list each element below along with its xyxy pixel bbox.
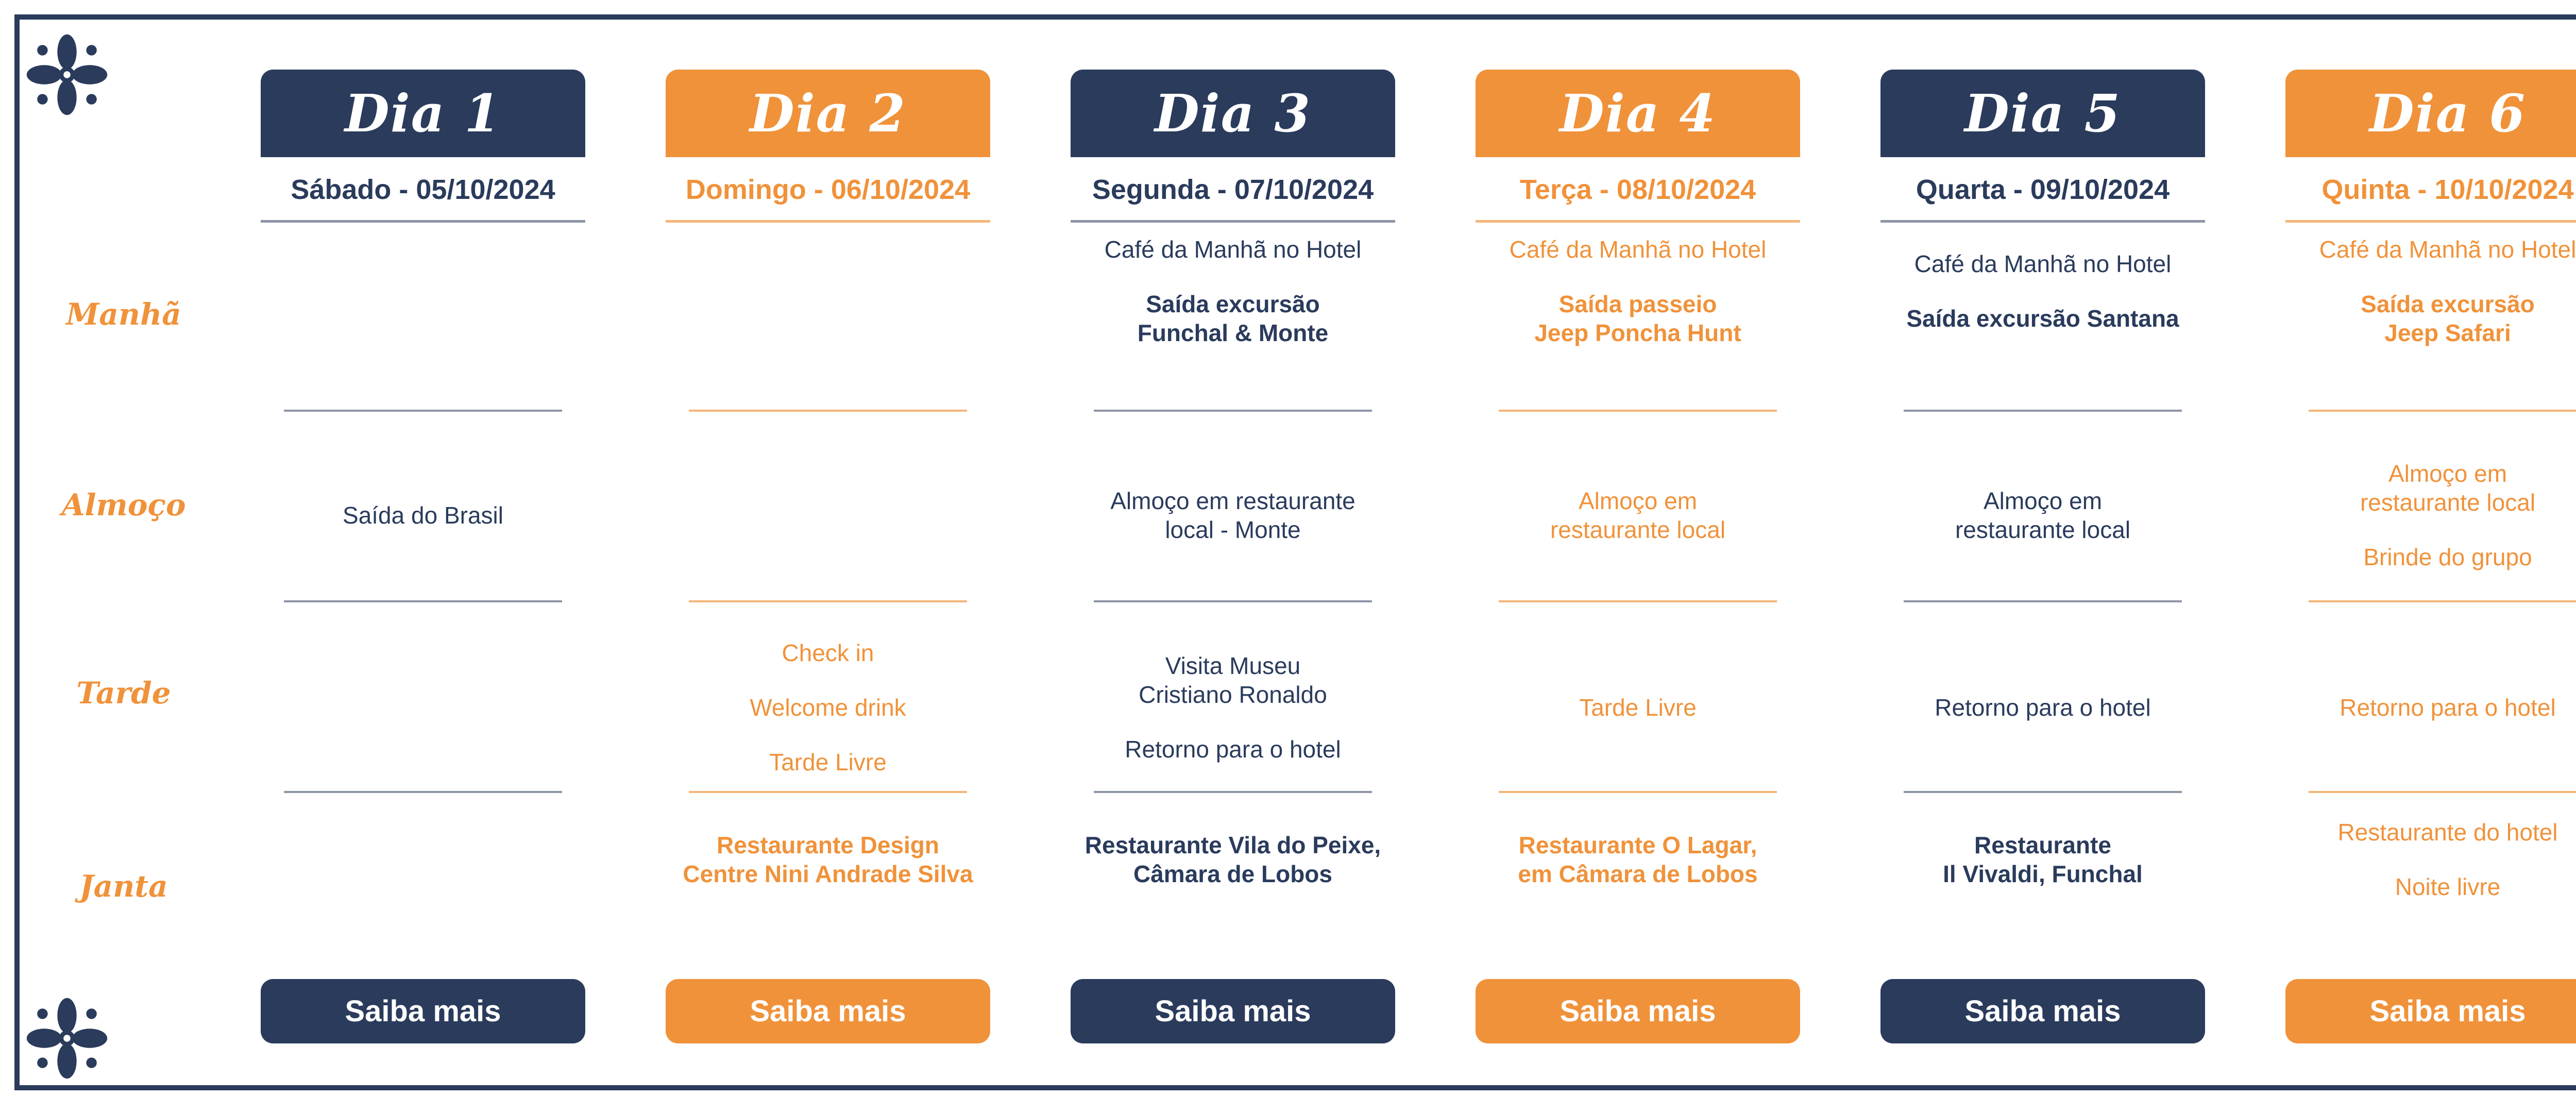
day-column-2 <box>666 70 990 1049</box>
cell-tarde <box>2285 613 2576 801</box>
activity-text: Tarde Livre <box>1579 694 1697 721</box>
cell-janta <box>261 804 585 915</box>
day-title: Dia 6 <box>2285 70 2576 157</box>
cell-janta <box>1476 804 1800 915</box>
cell-almoco <box>1071 423 1395 608</box>
activity-text: Almoço em restaurante local <box>1955 487 2131 543</box>
activity-text: Almoço em restaurante local <box>2360 460 2536 516</box>
day-title: Dia 2 <box>666 70 990 157</box>
activity-text: Saída excursão Funchal & Monte <box>1137 291 1329 346</box>
day-column-1 <box>261 70 585 1049</box>
cell-janta <box>1880 804 2205 915</box>
row-label-tarde: Tarde <box>76 676 171 711</box>
day-title: Dia 3 <box>1071 70 1395 157</box>
day-date: Segunda - 07/10/2024 <box>1092 174 1374 205</box>
activity-text: Restaurante O Lagar, em Câmara de Lobos <box>1518 831 1758 887</box>
cell-tarde <box>1476 613 1800 801</box>
activity-text: Saída excursão Santana <box>1906 305 2179 332</box>
cell-almoco <box>1880 423 2205 608</box>
cell-tarde <box>1071 613 1395 801</box>
activity-text: Café da Manhã no Hotel <box>1104 236 1362 263</box>
flower-ornament-icon <box>23 31 111 119</box>
cell-janta <box>666 804 990 915</box>
cell-manha <box>2285 165 2576 417</box>
row-label-manha: Manhã <box>66 297 181 332</box>
day-date: Terça - 08/10/2024 <box>1519 174 1756 205</box>
cell-janta <box>1071 804 1395 915</box>
activity-text: Restaurante do hotel <box>2337 818 2558 846</box>
activity-text: Visita Museu Cristiano Ronaldo <box>1139 652 1327 708</box>
cell-manha <box>261 165 585 417</box>
saiba-mais-button[interactable]: Saiba mais <box>1476 979 1800 1043</box>
cell-manha <box>1476 165 1800 417</box>
saiba-mais-button[interactable]: Saiba mais <box>666 979 990 1043</box>
saiba-mais-button[interactable]: Saiba mais <box>261 979 585 1043</box>
cell-almoco <box>666 423 990 608</box>
saiba-mais-button[interactable]: Saiba mais <box>1880 979 2205 1043</box>
cell-tarde <box>1880 613 2205 801</box>
day-title: Dia 1 <box>261 70 585 157</box>
activity-text: Check in <box>782 639 874 666</box>
cell-almoco <box>2285 423 2576 608</box>
activity-text: Saída excursão Jeep Safari <box>2361 291 2535 346</box>
day-date: Quinta - 10/10/2024 <box>2321 174 2574 205</box>
day-column-4 <box>1476 70 1800 1049</box>
activity-text: Welcome drink <box>750 694 906 721</box>
day-title: Dia 4 <box>1476 70 1800 157</box>
activity-text: Café da Manhã no Hotel <box>1914 250 2172 277</box>
saiba-mais-button[interactable]: Saiba mais <box>2285 979 2576 1043</box>
activity-text: Brinde do grupo <box>2363 544 2532 570</box>
day-date: Quarta - 09/10/2024 <box>1916 174 2170 205</box>
cell-tarde <box>261 613 585 801</box>
cell-almoco <box>1476 423 1800 608</box>
cell-janta <box>2285 804 2576 915</box>
activity-text: Restaurante Vila do Peixe, Câmara de Lobos <box>1084 831 1381 887</box>
activity-text: Saída passeio Jeep Poncha Hunt <box>1534 291 1741 346</box>
day-date: Domingo - 06/10/2024 <box>685 174 971 205</box>
activity-text: Noite livre <box>2395 873 2501 900</box>
flower-ornament-icon <box>23 994 111 1082</box>
activity-text: Café da Manhã no Hotel <box>1509 236 1767 263</box>
cell-tarde <box>666 613 990 801</box>
cell-manha <box>1880 165 2205 417</box>
activity-text: Retorno para o hotel <box>2340 694 2556 721</box>
day-column-6 <box>2285 70 2576 1049</box>
activity-text: Tarde Livre <box>769 748 887 775</box>
activity-text: Retorno para o hotel <box>1125 735 1341 763</box>
cell-manha <box>666 165 990 417</box>
activity-text: Almoço em restaurante local - Monte <box>1110 487 1355 543</box>
activity-text: Almoço em restaurante local <box>1550 487 1726 543</box>
day-title: Dia 5 <box>1880 70 2205 157</box>
activity-text: Saída do Brasil <box>343 502 503 529</box>
row-label-almoco: Almoço <box>61 487 186 522</box>
saiba-mais-button[interactable]: Saiba mais <box>1071 979 1395 1043</box>
activity-text: Restaurante Il Vivaldi, Funchal <box>1943 831 2143 887</box>
activity-text: Retorno para o hotel <box>1935 694 2151 721</box>
day-column-3 <box>1071 70 1395 1049</box>
activity-text: Restaurante Design Centre Nini Andrade Silva <box>683 831 973 887</box>
activity-text: Café da Manhã no Hotel <box>2319 236 2576 263</box>
day-date: Sábado - 05/10/2024 <box>291 174 555 205</box>
row-label-janta: Janta <box>79 869 168 904</box>
cell-manha <box>1071 165 1395 417</box>
day-column-5 <box>1880 70 2205 1049</box>
cell-almoco <box>261 423 585 608</box>
